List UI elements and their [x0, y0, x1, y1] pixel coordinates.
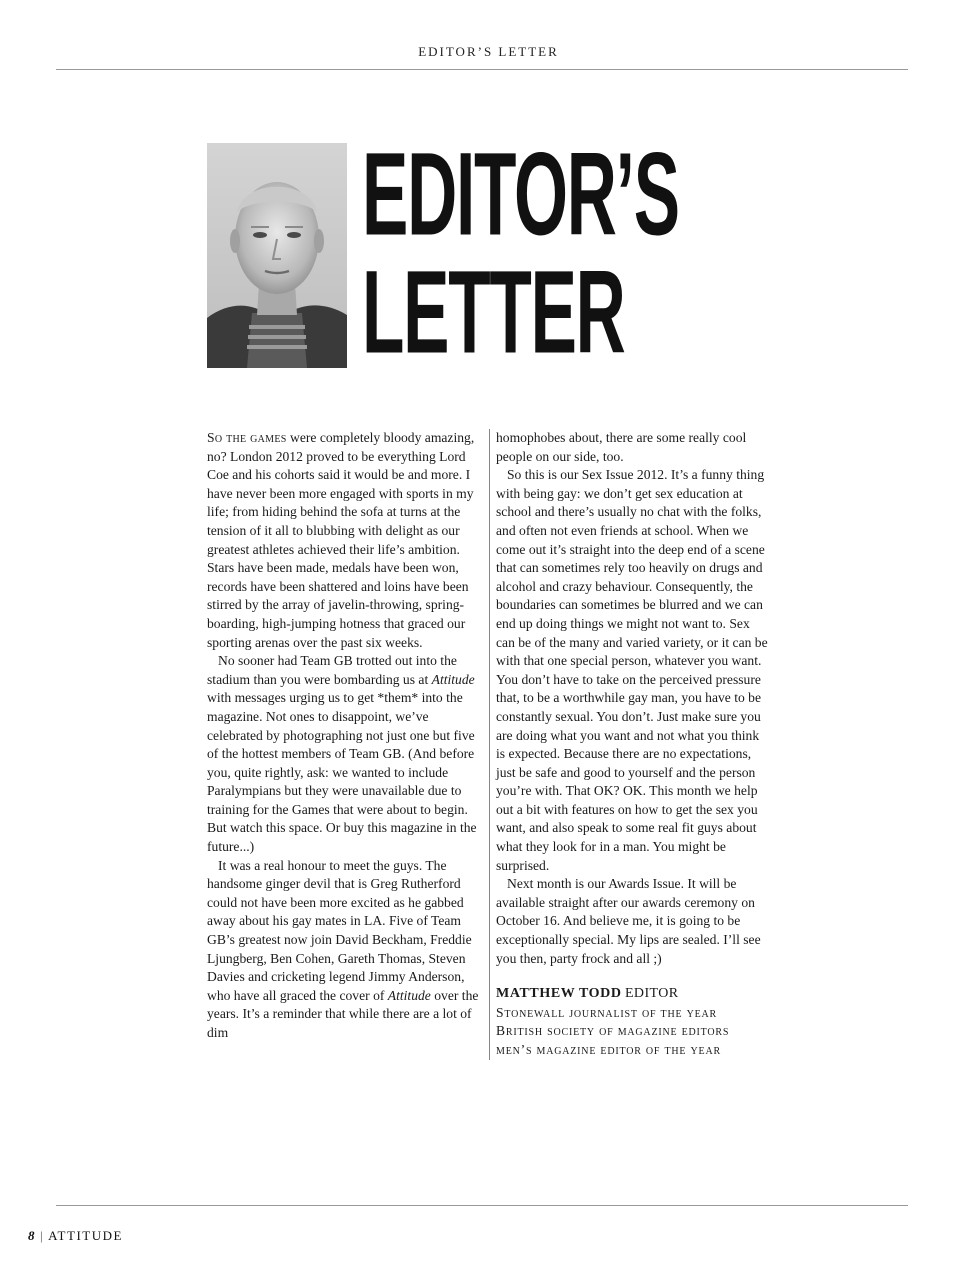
paragraph-6: Next month is our Awards Issue. It will be available straight after our awards ceremony on October 16. And believe me, it is going to be exceptionally special. My lips are sealed. I’ll see you then, party frock and all ;) [496, 876, 761, 966]
title-line-1: EDITOR’S [362, 128, 679, 260]
lead-in: So the games [207, 430, 287, 445]
section-header: EDITOR’S LETTER [418, 44, 559, 59]
editor-role: EDITOR [624, 986, 679, 1002]
title-line-2: LETTER [362, 246, 625, 378]
page-number: 8 [28, 1228, 36, 1243]
portrait-photo [207, 143, 347, 368]
paragraph-3-text-a: It was a real honour to meet the guys. The handsome ginger devil that is Greg Rutherford could not have been more excited as he gabbed away about his gay mates in LA. Five of Team GB’s greatest now join David Beckham, Freddie Ljungberg, Ben Cohen, Gareth Thomas, Steven Davies and cricketing legend Jimmy Anderson, who have all graced the cover of [207, 857, 472, 1003]
award-line-2: British society of magazine editors [496, 1023, 730, 1039]
paragraph-1-text: were completely bloody amazing, no? London 2012 proved to be everything Lord Coe and his cohorts said it would be and more. I have never been more engaged with sports in my life; from hiding behind the sofa at turns at the tension of it all to blubbing with delight as our greatest athletes achieved their life’s ambition. Stars have been made, medals have been won, records have been shattered and loins have been stirred by the array of javelin-throwing, spring-boarding, high-jumping hotness that graced our sporting arenas over the past six weeks. [207, 430, 475, 650]
magazine-name: Attitude [387, 987, 431, 1003]
top-divider [56, 69, 908, 70]
footer-separator: | [40, 1228, 45, 1243]
paragraph-2 [207, 652, 479, 857]
left-column [207, 429, 479, 1043]
editor-portrait [207, 143, 347, 368]
bottom-divider [56, 1205, 908, 1206]
paragraph-2-text-a: No sooner had Team GB trotted out into the stadium than you were bombarding us at [207, 653, 457, 687]
paragraph-4: homophobes about, there are some really cool people on our side, too. [496, 430, 747, 464]
right-column [495, 429, 770, 1060]
award-line-3: men’s magazine editor of the year [496, 1042, 721, 1057]
paragraph-2-text-b: with messages urging us to get *them* into the magazine. Not ones to disappoint, we’ve celebrated by photographing not just one but five of the hottest members of Team GB. (And before you, quite rightly, ask: we wanted to include Paralympians but they were unavailable due to training for the Games that were about to begin. But watch this space. Or buy this magazine in the future...) [207, 690, 477, 855]
editor-name: MATTHEW TODD [496, 986, 622, 1002]
paragraph-3-text-b: over the years. It’s a reminder that while there are a lot of dim [207, 987, 479, 1040]
page-title [362, 128, 679, 378]
award-line-1: Stonewall journalist of the year [496, 1004, 718, 1020]
magazine-name: Attitude [431, 671, 475, 687]
paragraph-5: So this is our Sex Issue 2012. It’s a funny thing with being gay: we don’t get sex education at school and there’s usually no chat with the folks, and often not even friends at school. When we come out it’s straight into the deep end of a scene that can sometimes rely too heavily on drugs and alcohol and crazy behaviour. Consequently, the boundaries can sometimes be blurred and we can end up doing things we might not want to. Sex can be of the many and varied variety, or it can be with that one special person, whatever you want. You don’t have to take on the perceived pressure that, to be a worthwhile gay man, you have to be constantly sexual. You don’t. Just make sure you are doing what you want and not what you think is expected. Because there are no expectations, just be safe and good to yourself and the person you’re with. That OK? OK. This month we help out a bit with features on how to get the sex you want, and also speak to some real fit guys about what they look for in a man. You might be surprised. [496, 467, 768, 873]
paragraph-1 [207, 429, 479, 652]
paragraph-3 [207, 857, 479, 1043]
page-footer [28, 1228, 123, 1244]
editor-credit [496, 984, 770, 1059]
right-column-body [489, 429, 770, 1060]
magazine-title: ATTITUDE [48, 1228, 123, 1243]
